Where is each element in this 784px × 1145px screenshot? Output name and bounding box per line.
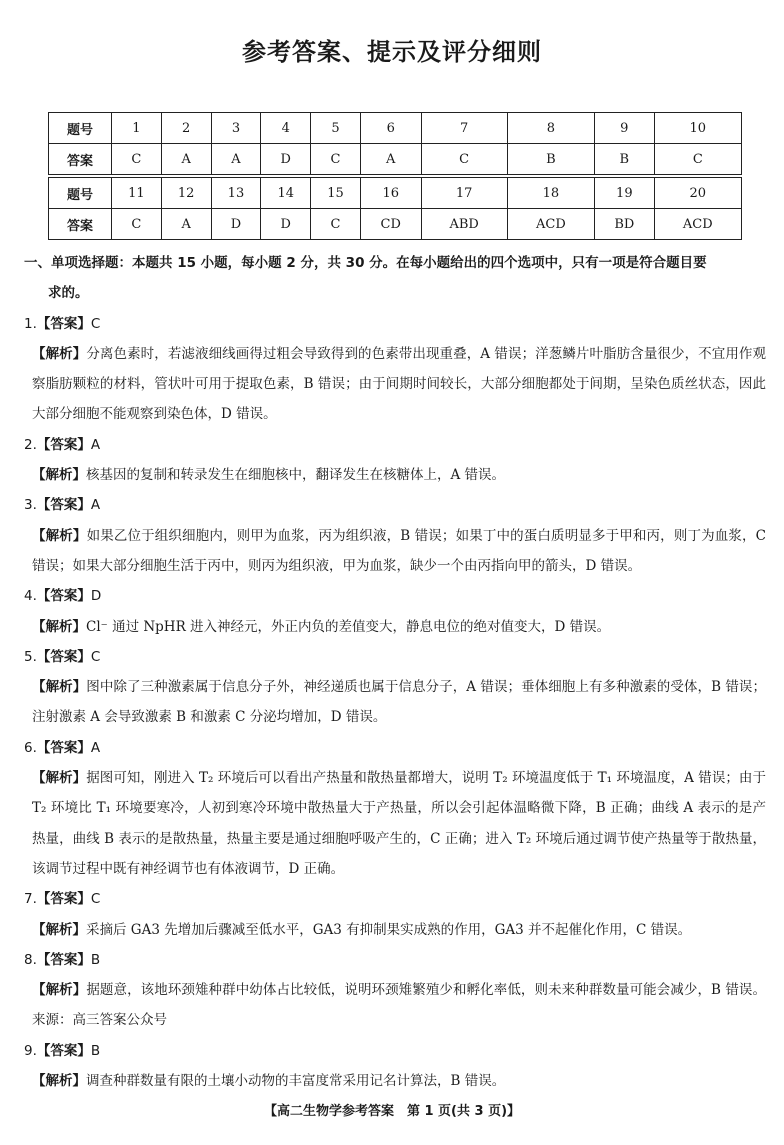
section-heading-line2: 求的。 xyxy=(48,285,89,302)
table-cell: B xyxy=(595,144,655,175)
table-cell: 3 xyxy=(211,113,261,144)
answer-value: B xyxy=(90,951,101,968)
explanation-tag: 【解析】 xyxy=(32,345,87,362)
explanation-tag: 【解析】 xyxy=(32,982,87,999)
table-cell: D xyxy=(261,209,311,240)
explanation-tag: 【解析】 xyxy=(32,618,86,635)
table-cell: C xyxy=(112,144,162,175)
row-label: 答案 xyxy=(49,144,112,175)
table-cell: 8 xyxy=(507,113,594,144)
table-cell: C xyxy=(654,144,741,175)
answer-line xyxy=(24,581,766,611)
page-footer: 【高二生物学参考答案 第 1 页(共 3 页)】 xyxy=(263,1104,521,1119)
explanation xyxy=(24,975,766,1036)
table-cell: 11 xyxy=(112,178,162,209)
table-cell: A xyxy=(211,144,261,175)
table-cell: C xyxy=(311,209,361,240)
answer-tag: 【答案】 xyxy=(36,315,91,332)
answer-value: A xyxy=(90,436,101,453)
question-number: 7. xyxy=(24,891,37,908)
table-cell: D xyxy=(211,209,261,240)
answer-line xyxy=(24,642,766,672)
table-cell: 19 xyxy=(595,178,655,209)
question-number: 6. xyxy=(24,739,37,756)
explanation-tag: 【解析】 xyxy=(32,921,86,938)
answer-tag: 【答案】 xyxy=(36,497,91,514)
table-cell: 15 xyxy=(311,178,361,209)
explanation-tag: 【解析】 xyxy=(32,679,87,696)
answer-line xyxy=(24,884,766,914)
table-cell: 7 xyxy=(421,113,507,144)
section-heading xyxy=(24,248,766,309)
answer-value: A xyxy=(90,739,101,756)
explanation-text: 据图可知，刚进入 T₂ 环境后可以看出产热量和散热量都增大，说明 T₂ 环境温度低于 T₁ 环境温度，A 错误；由于 T₂ 环境比 T₁ 环境要寒冷，人初到寒冷环境中散热量大于产热量，所以会引起体温略微下降，B 正确；曲线 A 表示的是产热量，曲线 B 表示的是散热量，热量主要是通过细胞呼吸产生的，C 正确；进入 T₂ 环境后通过调节使产热量等于散热量，该调节过程中既有神经调节也有体液调节，D 正确。 xyxy=(32,770,766,877)
explanation-tag: 【解析】 xyxy=(32,527,87,544)
table-row xyxy=(49,113,742,144)
answer-value: C xyxy=(90,891,101,908)
explanation-text: Cl⁻ 通过 NpHR 进入神经元，外正内负的差值变大，静息电位的绝对值变大，D 错误。 xyxy=(86,618,611,635)
answer-tag: 【答案】 xyxy=(36,588,91,605)
explanation-tag: 【解析】 xyxy=(32,1073,86,1090)
explanation xyxy=(24,612,766,642)
question-number: 4. xyxy=(24,588,37,605)
table-cell: 4 xyxy=(261,113,311,144)
section-heading-line1: 一、单项选择题：本题共 15 小题，每小题 2 分，共 30 分。在每小题给出的四个选项中，只有一项是符合题目要 xyxy=(24,255,707,271)
question-item xyxy=(24,884,766,945)
question-item xyxy=(24,1036,766,1097)
table-cell: 16 xyxy=(360,178,421,209)
question-item xyxy=(24,490,766,581)
table-cell: 17 xyxy=(421,178,507,209)
answer-line xyxy=(24,430,766,460)
explanation-text: 采摘后 GA3 先增加后骤减至低水平，GA3 有抑制果实成熟的作用，GA3 并不起催化作用，C 错误。 xyxy=(86,921,692,938)
table-cell: C xyxy=(311,144,361,175)
table-row xyxy=(49,209,742,240)
answer-explanations xyxy=(24,248,766,1096)
table-cell: C xyxy=(112,209,162,240)
explanation xyxy=(24,521,766,582)
explanation xyxy=(24,763,766,884)
answer-tag: 【答案】 xyxy=(36,739,91,756)
answer-value: B xyxy=(90,1042,101,1059)
explanation xyxy=(24,672,766,733)
explanation-tag: 【解析】 xyxy=(32,770,87,787)
answer-line xyxy=(24,309,766,339)
page-title: 参考答案、提示及评分细则 xyxy=(242,38,542,66)
row-label: 题号 xyxy=(49,113,112,144)
explanation-text: 分离色素时，若滤液细线画得过粗会导致得到的色素带出现重叠，A 错误；洋葱鳞片叶脂肪含量很少，不宜用作观察脂肪颗粒的材料，管状叶可用于提取色素，B 错误；由于间期时间较长，大部分细胞都处于间期，呈染色质丝状态，因此大部分细胞不能观察到染色体，D 错误。 xyxy=(32,345,766,423)
table-cell: 9 xyxy=(595,113,655,144)
answer-value: C xyxy=(90,648,101,665)
question-number: 5. xyxy=(24,648,37,665)
answer-tag: 【答案】 xyxy=(36,951,91,968)
explanation xyxy=(24,1066,766,1096)
table-cell: B xyxy=(507,144,594,175)
answer-tag: 【答案】 xyxy=(36,891,91,908)
explanation xyxy=(24,460,766,490)
explanation-text: 如果乙位于组织细胞内，则甲为血浆，丙为组织液，B 错误；如果丁中的蛋白质明显多于甲和丙，则丁为血浆，C 错误；如果大部分细胞生活于丙中，则丙为组织液，甲为血浆，缺少一个由丙指向甲的箭头，D 错误。 xyxy=(32,527,766,574)
table-cell: 5 xyxy=(311,113,361,144)
table-cell: 6 xyxy=(360,113,421,144)
answer-value: C xyxy=(90,315,101,332)
answer-tag: 【答案】 xyxy=(36,648,91,665)
table-cell: 1 xyxy=(112,113,162,144)
table-cell: CD xyxy=(360,209,421,240)
explanation-text: 据题意，该地环颈雉种群中幼体占比较低，说明环颈雉繁殖少和孵化率低，则未来种群数量可能会减少，B 错误。来源：高三答案公众号 xyxy=(32,982,766,1029)
answer-value: D xyxy=(90,588,102,605)
table-cell: A xyxy=(161,144,211,175)
question-number: 9. xyxy=(24,1042,37,1059)
row-label: 答案 xyxy=(49,209,112,240)
answer-line xyxy=(24,490,766,520)
explanation xyxy=(24,915,766,945)
table-cell: C xyxy=(421,144,507,175)
table-row xyxy=(49,178,742,209)
explanation-text: 图中除了三种激素属于信息分子外，神经递质也属于信息分子，A 错误；垂体细胞上有多种激素的受体，B 错误；注射激素 A 会导致激素 B 和激素 C 分泌均增加，D 错误。 xyxy=(32,679,767,726)
table-cell: 13 xyxy=(211,178,261,209)
table-cell: ACD xyxy=(654,209,741,240)
table-cell: 12 xyxy=(161,178,211,209)
table-cell: 18 xyxy=(507,178,594,209)
question-item xyxy=(24,733,766,884)
table-cell: A xyxy=(360,144,421,175)
question-item xyxy=(24,309,766,430)
answer-line xyxy=(24,945,766,975)
answer-value: A xyxy=(90,497,101,514)
table-cell: 2 xyxy=(161,113,211,144)
question-number: 8. xyxy=(24,951,37,968)
answer-tag: 【答案】 xyxy=(36,436,91,453)
table-cell: D xyxy=(261,144,311,175)
table-cell: ACD xyxy=(507,209,594,240)
explanation xyxy=(24,339,766,430)
question-number: 2. xyxy=(24,436,37,453)
answer-line xyxy=(24,1036,766,1066)
table-cell: BD xyxy=(595,209,655,240)
question-number: 1. xyxy=(24,315,37,332)
answer-tag: 【答案】 xyxy=(36,1042,91,1059)
question-item xyxy=(24,945,766,1036)
explanation-tag: 【解析】 xyxy=(32,467,86,484)
row-label: 题号 xyxy=(49,178,112,209)
table-cell: 20 xyxy=(654,178,741,209)
answer-table xyxy=(48,112,742,240)
table-cell: 14 xyxy=(261,178,311,209)
table-cell: ABD xyxy=(421,209,507,240)
table-cell: A xyxy=(161,209,211,240)
question-item xyxy=(24,581,766,642)
question-item xyxy=(24,430,766,491)
explanation-text: 调查种群数量有限的土壤小动物的丰富度常采用记名计算法，B 错误。 xyxy=(86,1073,506,1090)
question-item xyxy=(24,642,766,733)
table-row xyxy=(49,144,742,175)
answer-line xyxy=(24,733,766,763)
table-cell: 10 xyxy=(654,113,741,144)
question-number: 3. xyxy=(24,497,37,514)
explanation-text: 核基因的复制和转录发生在细胞核中，翻译发生在核糖体上，A 错误。 xyxy=(86,467,506,484)
